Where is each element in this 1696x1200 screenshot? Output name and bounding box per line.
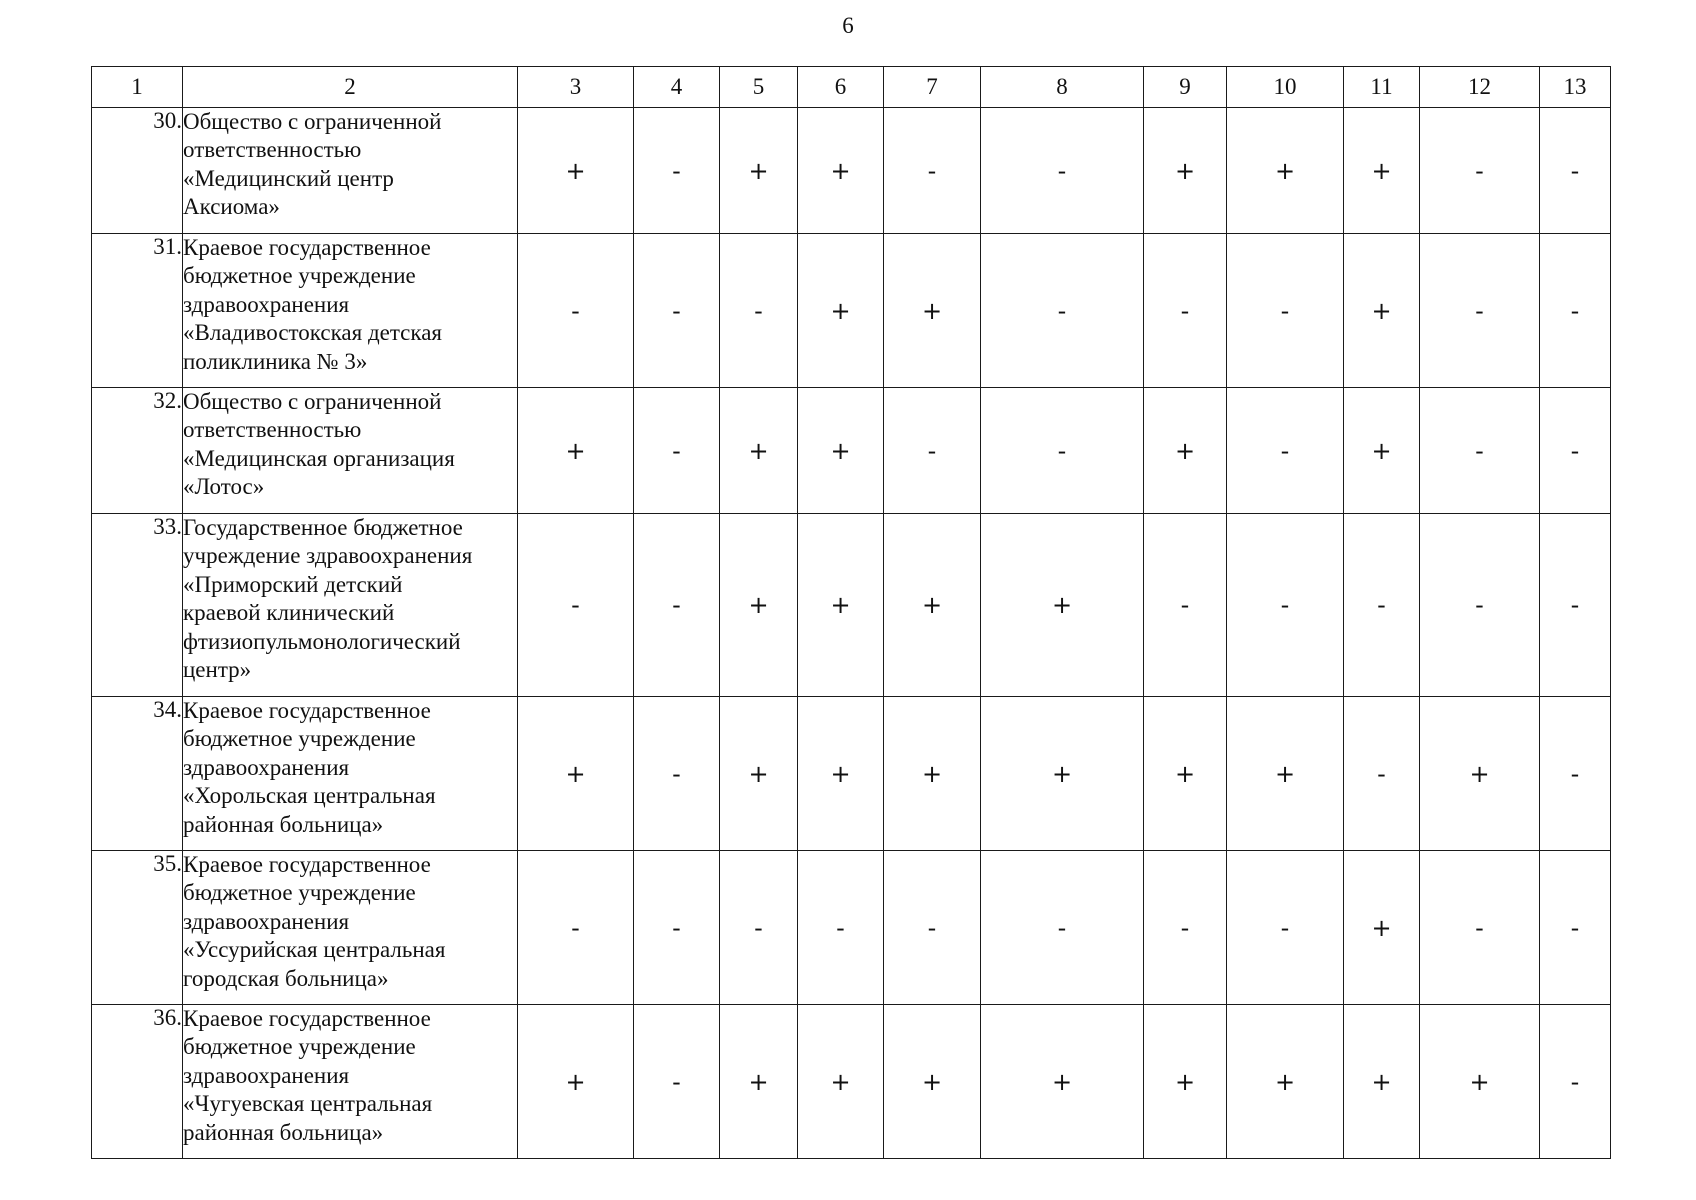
- mark-cell: -: [1540, 851, 1611, 1005]
- mark-cell: +: [1227, 108, 1344, 234]
- mark-cell: +: [720, 108, 798, 234]
- organization-name-line: ответственностью: [183, 417, 362, 443]
- row-number: 33.: [92, 514, 183, 697]
- column-header: 9: [1144, 67, 1227, 108]
- organization-name-line: районная больница»: [183, 1119, 384, 1145]
- mark-cell: +: [884, 697, 981, 851]
- organization-name: [183, 851, 518, 1005]
- mark-cell: -: [1344, 697, 1420, 851]
- mark-cell: -: [1144, 851, 1227, 1005]
- organization-name-line: «Владивостокская детская: [183, 320, 443, 346]
- mark-cell: +: [1420, 1005, 1540, 1159]
- mark-cell: -: [884, 388, 981, 514]
- mark-cell: -: [634, 108, 720, 234]
- mark-cell: -: [1540, 108, 1611, 234]
- mark-cell: -: [981, 108, 1144, 234]
- mark-cell: +: [1344, 851, 1420, 1005]
- column-header: 3: [518, 67, 634, 108]
- column-header: 8: [981, 67, 1144, 108]
- row-number: 31.: [92, 234, 183, 388]
- mark-cell: +: [884, 514, 981, 697]
- mark-cell: +: [884, 234, 981, 388]
- organization-name-line: «Чугуевская центральная: [183, 1091, 433, 1117]
- mark-cell: -: [1344, 514, 1420, 697]
- mark-cell: -: [1540, 1005, 1611, 1159]
- mark-cell: +: [981, 697, 1144, 851]
- organization-name: [183, 514, 518, 697]
- row-number: 34.: [92, 697, 183, 851]
- mark-cell: +: [518, 697, 634, 851]
- mark-cell: +: [1344, 234, 1420, 388]
- table-row: [92, 108, 1611, 234]
- column-header: 11: [1344, 67, 1420, 108]
- mark-cell: +: [981, 1005, 1144, 1159]
- organization-name-line: «Приморский детский: [183, 571, 403, 597]
- mark-cell: +: [1144, 697, 1227, 851]
- column-header: 10: [1227, 67, 1344, 108]
- mark-cell: -: [1420, 234, 1540, 388]
- mark-cell: +: [518, 1005, 634, 1159]
- mark-cell: +: [1344, 1005, 1420, 1159]
- organization-name: [183, 1005, 518, 1159]
- mark-cell: -: [720, 851, 798, 1005]
- mark-cell: -: [1227, 388, 1344, 514]
- mark-cell: +: [1344, 388, 1420, 514]
- organization-name-line: «Лотос»: [183, 474, 265, 500]
- mark-cell: +: [1144, 108, 1227, 234]
- header-row: [92, 67, 1611, 108]
- table-row: [92, 1005, 1611, 1159]
- organization-name-line: городская больница»: [183, 965, 389, 991]
- mark-cell: -: [634, 697, 720, 851]
- column-header: 6: [798, 67, 884, 108]
- organization-name-line: Краевое государственное: [183, 1006, 431, 1031]
- mark-cell: -: [1227, 514, 1344, 697]
- mark-cell: +: [798, 697, 884, 851]
- organizations-table: [91, 66, 1611, 1159]
- mark-cell: -: [1144, 234, 1227, 388]
- mark-cell: -: [518, 234, 634, 388]
- organization-name-line: здравоохранения: [183, 291, 350, 317]
- mark-cell: -: [1420, 514, 1540, 697]
- mark-cell: -: [1420, 388, 1540, 514]
- organization-name-line: Краевое государственное: [183, 852, 431, 877]
- organization-name-line: поликлиника № 3»: [183, 348, 368, 374]
- organization-name-line: Общество с ограниченной: [183, 109, 442, 134]
- organization-name-line: Общество с ограниченной: [183, 389, 442, 414]
- row-number: 36.: [92, 1005, 183, 1159]
- organization-name-line: Краевое государственное: [183, 235, 431, 260]
- organization-name-line: бюджетное учреждение: [183, 726, 416, 752]
- table-row: [92, 697, 1611, 851]
- mark-cell: +: [798, 1005, 884, 1159]
- mark-cell: +: [798, 388, 884, 514]
- organization-name-line: бюджетное учреждение: [183, 1034, 416, 1060]
- mark-cell: -: [884, 851, 981, 1005]
- organization-name-line: учреждение здравоохранения: [183, 543, 473, 569]
- organization-name-line: здравоохранения: [183, 754, 350, 780]
- table-header: [92, 67, 1611, 108]
- mark-cell: -: [1420, 851, 1540, 1005]
- organization-name-line: Государственное бюджетное: [183, 515, 463, 540]
- mark-cell: -: [1540, 514, 1611, 697]
- mark-cell: -: [1227, 234, 1344, 388]
- column-header: 4: [634, 67, 720, 108]
- mark-cell: -: [1227, 851, 1344, 1005]
- mark-cell: +: [1344, 108, 1420, 234]
- organization-name-line: здравоохранения: [183, 1062, 350, 1088]
- mark-cell: -: [1420, 108, 1540, 234]
- column-header: 12: [1420, 67, 1540, 108]
- organization-name: [183, 388, 518, 514]
- organization-name-line: «Хорольская центральная: [183, 783, 436, 809]
- mark-cell: -: [981, 388, 1144, 514]
- mark-cell: -: [518, 514, 634, 697]
- mark-cell: +: [720, 388, 798, 514]
- organization-name-line: ответственностью: [183, 137, 362, 163]
- organization-name: [183, 234, 518, 388]
- mark-cell: -: [981, 851, 1144, 1005]
- mark-cell: -: [1540, 234, 1611, 388]
- organization-name-line: центр»: [183, 657, 252, 683]
- row-number: 35.: [92, 851, 183, 1005]
- mark-cell: +: [1144, 1005, 1227, 1159]
- mark-cell: +: [518, 108, 634, 234]
- column-header: 5: [720, 67, 798, 108]
- organization-name-line: Аксиома»: [183, 194, 280, 220]
- organization-name-line: краевой клинический: [183, 600, 395, 626]
- column-header: 2: [183, 67, 518, 108]
- mark-cell: -: [634, 1005, 720, 1159]
- column-header: 7: [884, 67, 981, 108]
- mark-cell: -: [1540, 697, 1611, 851]
- mark-cell: -: [518, 851, 634, 1005]
- organization-name-line: Краевое государственное: [183, 698, 431, 723]
- mark-cell: -: [1540, 388, 1611, 514]
- organization-name: [183, 697, 518, 851]
- mark-cell: -: [634, 388, 720, 514]
- mark-cell: +: [1144, 388, 1227, 514]
- table-row: [92, 234, 1611, 388]
- mark-cell: +: [720, 1005, 798, 1159]
- mark-cell: -: [634, 514, 720, 697]
- mark-cell: +: [798, 234, 884, 388]
- mark-cell: -: [884, 108, 981, 234]
- mark-cell: -: [1144, 514, 1227, 697]
- mark-cell: +: [981, 514, 1144, 697]
- mark-cell: +: [720, 514, 798, 697]
- organization-name-line: бюджетное учреждение: [183, 263, 416, 289]
- mark-cell: -: [634, 234, 720, 388]
- table-row: [92, 514, 1611, 697]
- mark-cell: +: [1227, 1005, 1344, 1159]
- organization-name-line: «Медицинская организация: [183, 445, 455, 471]
- organization-name-line: районная больница»: [183, 811, 384, 837]
- organization-name: [183, 108, 518, 234]
- mark-cell: +: [1420, 697, 1540, 851]
- mark-cell: +: [884, 1005, 981, 1159]
- table-row: [92, 388, 1611, 514]
- column-header: 13: [1540, 67, 1611, 108]
- organization-name-line: бюджетное учреждение: [183, 880, 416, 906]
- organization-name-line: «Уссурийская центральная: [183, 937, 446, 963]
- mark-cell: +: [798, 514, 884, 697]
- mark-cell: -: [634, 851, 720, 1005]
- mark-cell: -: [798, 851, 884, 1005]
- table-row: [92, 851, 1611, 1005]
- mark-cell: -: [720, 234, 798, 388]
- organization-name-line: «Медицинский центр: [183, 165, 394, 191]
- table-body: [92, 108, 1611, 1159]
- mark-cell: +: [798, 108, 884, 234]
- organization-name-line: здравоохранения: [183, 908, 350, 934]
- mark-cell: +: [1227, 697, 1344, 851]
- row-number: 30.: [92, 108, 183, 234]
- column-header: 1: [92, 67, 183, 108]
- organization-name-line: фтизиопульмонологический: [183, 628, 461, 654]
- mark-cell: +: [518, 388, 634, 514]
- page-number: 6: [842, 13, 854, 38]
- row-number: 32.: [92, 388, 183, 514]
- mark-cell: +: [720, 697, 798, 851]
- mark-cell: -: [981, 234, 1144, 388]
